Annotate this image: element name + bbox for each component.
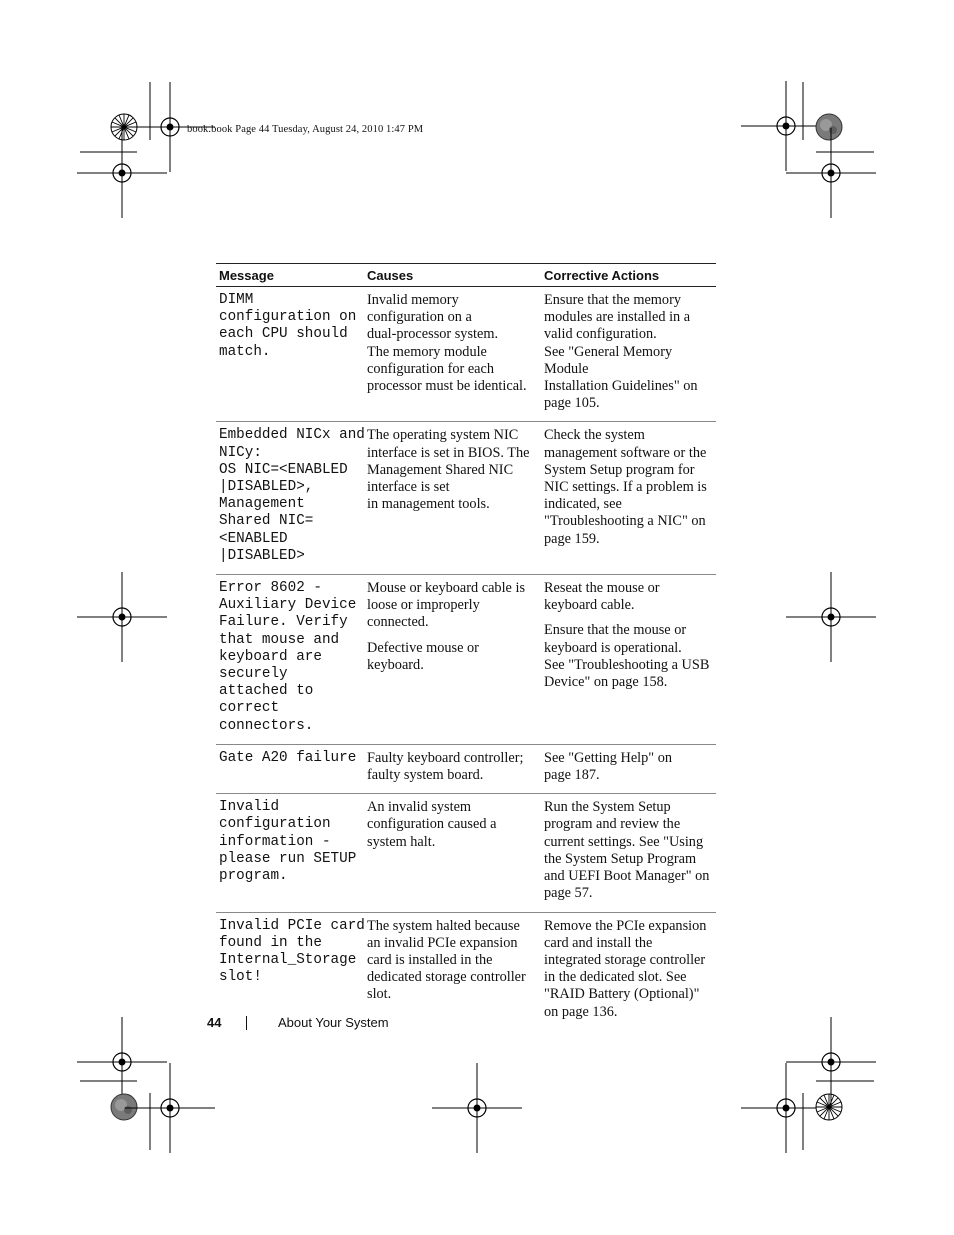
text-line: Remove the PCIe expansion (544, 917, 707, 934)
text-line: interface is set in BIOS. The (367, 444, 530, 461)
text-line: keyboard is operational. (544, 639, 682, 656)
message-line: keyboard are (219, 648, 322, 665)
text-line: Ensure that the mouse or (544, 622, 687, 639)
causes-cell (364, 575, 541, 745)
message-line: Gate A20 failure (219, 749, 357, 766)
table-row (216, 912, 716, 1030)
table-row (216, 794, 716, 912)
column-header-corrective-actions: Corrective Actions (541, 264, 716, 287)
message-cell (216, 575, 364, 745)
corrective-actions-cell (541, 575, 716, 745)
action-paragraph (544, 622, 713, 691)
message-cell (216, 912, 364, 1030)
message-line: DIMM (219, 292, 254, 308)
text-line: Installation Guidelines" on (544, 378, 698, 395)
text-line: System Setup program for (544, 461, 695, 478)
text-line: Reseat the mouse or (544, 580, 660, 597)
corrective-actions-cell (541, 744, 716, 793)
text-line: and UEFI Boot Manager" on (544, 868, 710, 885)
text-line: dedicated storage controller (367, 969, 526, 986)
causes-cell (364, 744, 541, 793)
action-paragraph (544, 427, 713, 547)
text-line: Module (544, 360, 589, 377)
message-line: correct (219, 700, 280, 717)
text-line: Run the System Setup (544, 799, 671, 816)
message-line: found in the (219, 934, 322, 951)
table-row (216, 744, 716, 793)
text-line: configuration caused a (367, 816, 497, 833)
action-paragraph (544, 799, 713, 902)
text-line: modules are installed in a (544, 309, 691, 326)
text-line: Faulty keyboard controller; (367, 749, 524, 766)
message-line: <ENABLED (219, 530, 288, 547)
action-paragraph (544, 580, 713, 614)
text-line: card is installed in the (367, 951, 493, 968)
message-line: Failure. Verify (219, 614, 348, 631)
action-paragraph (544, 918, 713, 1021)
text-line: Defective mouse or keyboard. (367, 639, 479, 673)
text-line: integrated storage controller (544, 951, 706, 968)
text-line: interface is set (367, 479, 450, 496)
message-line: NICy: (219, 444, 262, 461)
message-line: |DISABLED> (219, 547, 305, 564)
message-line: that mouse and (219, 631, 340, 648)
text-line: processor must be identical. (367, 378, 527, 395)
action-paragraph (544, 292, 713, 412)
text-line: Ensure that the memory (544, 292, 681, 308)
message-line: Embedded NICx and (219, 427, 365, 444)
corrective-actions-cell (541, 912, 716, 1030)
message-line: please run SETUP (219, 850, 357, 867)
text-line: keyboard cable. (544, 597, 635, 614)
corrective-actions-cell (541, 794, 716, 912)
cause-paragraph (367, 292, 538, 395)
causes-cell (364, 422, 541, 575)
message-line: slot! (219, 969, 262, 986)
text-line: page 159. (544, 530, 600, 547)
text-line: in the dedicated slot. See (544, 969, 687, 986)
table-row (216, 575, 716, 745)
text-line: Mouse or keyboard cable is (367, 580, 526, 597)
text-line: page 105. (544, 395, 600, 412)
message-line: Management (219, 496, 305, 513)
text-line: The operating system NIC (367, 427, 519, 444)
cause-paragraph (367, 580, 538, 632)
causes-cell (364, 912, 541, 1030)
error-message-table (216, 263, 716, 1030)
corrective-actions-cell (541, 287, 716, 422)
cause-paragraph (367, 750, 538, 784)
causes-cell (364, 287, 541, 422)
message-line: |DISABLED>, (219, 479, 314, 496)
text-line: NIC settings. If a problem is (544, 479, 707, 496)
text-line: faulty system board. (367, 767, 484, 784)
message-line: connectors. (219, 717, 314, 734)
text-line: "RAID Battery (Optional)" (544, 986, 700, 1003)
text-line: "Troubleshooting a NIC" on (544, 513, 706, 530)
message-line: Shared NIC= (219, 513, 314, 530)
page-number: 44 (207, 1015, 222, 1030)
message-line: Auxiliary Device (219, 597, 357, 614)
text-line: Check the system (544, 427, 645, 444)
section-title: About Your System (278, 1015, 389, 1030)
text-line: indicated, see (544, 496, 622, 513)
text-line: See "General Memory (544, 343, 673, 360)
message-line: configuration on (219, 309, 357, 326)
message-line: OS NIC=<ENABLED (219, 461, 348, 478)
text-line: configuration for each (367, 360, 495, 377)
message-line: securely (219, 666, 288, 683)
message-cell (216, 794, 364, 912)
corrective-actions-cell (541, 422, 716, 575)
text-line: An invalid system (367, 799, 472, 816)
text-line: in management tools. (367, 496, 490, 513)
text-line: connected. (367, 614, 429, 631)
text-line: card and install the (544, 934, 653, 951)
text-line: program and review the (544, 816, 681, 833)
text-line: The system halted because (367, 917, 520, 934)
text-line: Invalid memory (367, 292, 459, 308)
text-line: on page 136. (544, 1003, 618, 1020)
table-header-row (216, 264, 716, 287)
causes-cell (364, 794, 541, 912)
message-line: configuration (219, 816, 331, 833)
text-line: The memory module (367, 343, 487, 360)
text-line: See "Troubleshooting a USB (544, 656, 710, 673)
text-line: Management Shared NIC (367, 461, 514, 478)
text-line: configuration on a (367, 309, 472, 326)
text-line: current settings. See "Using (544, 833, 704, 850)
message-cell (216, 744, 364, 793)
cause-paragraph (367, 640, 538, 674)
message-cell (216, 287, 364, 422)
text-line: loose or improperly (367, 597, 480, 614)
column-header-message: Message (216, 264, 364, 287)
text-line: an invalid PCIe expansion (367, 934, 518, 951)
message-line: Error 8602 - (219, 580, 322, 597)
text-line: dual-processor system. (367, 326, 499, 343)
column-header-causes: Causes (364, 264, 541, 287)
text-line: See "Getting Help" on (544, 749, 673, 766)
text-line: page 187. (544, 767, 600, 784)
text-line: management software or the (544, 444, 707, 461)
text-line: slot. (367, 986, 392, 1003)
message-line: information - (219, 833, 331, 850)
action-paragraph (544, 750, 713, 784)
message-line: match. (219, 343, 271, 360)
cause-paragraph (367, 799, 538, 851)
message-line: program. (219, 868, 288, 885)
cause-paragraph (367, 918, 538, 1004)
message-line: attached to (219, 683, 314, 700)
text-line: Device" on page 158. (544, 674, 668, 691)
message-cell (216, 422, 364, 575)
message-line: Invalid (219, 799, 280, 816)
footer-divider (246, 1016, 247, 1030)
running-head: book.book Page 44 Tuesday, August 24, 2010 1:47 PM (187, 124, 424, 135)
text-line: the System Setup Program (544, 850, 697, 867)
table-row (216, 287, 716, 422)
text-line: page 57. (544, 885, 593, 902)
message-line: Invalid PCIe card (219, 917, 365, 934)
cause-paragraph (367, 427, 538, 513)
text-line: system halt. (367, 833, 436, 850)
text-line: valid configuration. (544, 326, 657, 343)
message-line: Internal_Storage (219, 951, 357, 968)
table-row (216, 422, 716, 575)
message-line: each CPU should (219, 326, 348, 343)
